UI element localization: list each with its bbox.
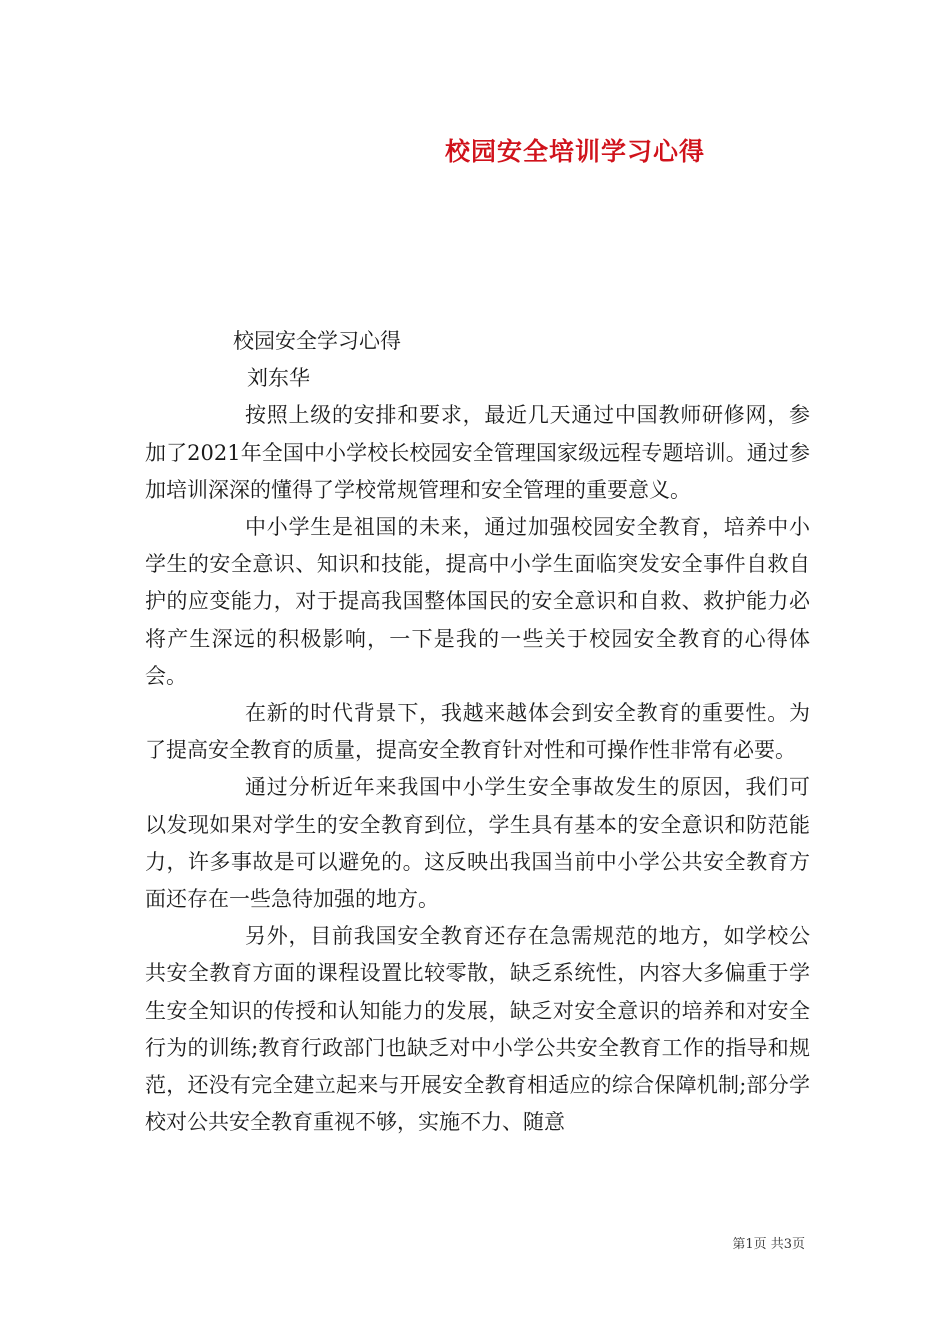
document-author: 刘东华	[247, 366, 310, 391]
page-number: 第1页 共3页	[732, 1237, 805, 1252]
paragraph: 通过分析近年来我国中小学生安全事故发生的原因，我们可以发现如果对学生的安全教育到位，学生具有基本的安全意识和防范能力，许多事故是可以避免的。这反映出我国当前中小学公共安全教育方面还存在一些急待加强的地方。	[145, 775, 810, 912]
paragraph: 在新的时代背景下，我越来越体会到安全教育的重要性。为了提高安全教育的质量，提高安全教育针对性和可操作性非常有必要。	[145, 701, 810, 763]
document-body	[145, 323, 810, 1141]
paragraph: 中小学生是祖国的未来，通过加强校园安全教育，培养中小学生的安全意识、知识和技能，提高中小学生面临突发安全事件自救自护的应变能力，对于提高我国整体国民的安全意识和自救、救护能力必将产生深远的积极影响，一下是我的一些关于校园安全教育的心得体会。	[145, 515, 810, 688]
paragraph: 另外，目前我国安全教育还存在急需规范的地方，如学校公共安全教育方面的课程设置比较零散，缺乏系统性，内容大多偏重于学生安全知识的传授和认知能力的发展，缺乏对安全意识的培养和对安全行为的训练;教育行政部门也缺乏对中小学公共安全教育工作的指导和规范，还没有完全建立起来与开展安全教育相适应的综合保障机制;部分学校对公共安全教育重视不够，实施不力、随意	[145, 924, 810, 1135]
paragraph: 按照上级的安排和要求，最近几天通过中国教师研修网，参加了2021年全国中小学校长校园安全管理国家级远程专题培训。通过参加培训深深的懂得了学校常规管理和安全管理的重要意义。	[145, 403, 810, 502]
document-title: 校园安全培训学习心得	[444, 137, 705, 166]
document-subtitle: 校园安全学习心得	[233, 329, 401, 353]
